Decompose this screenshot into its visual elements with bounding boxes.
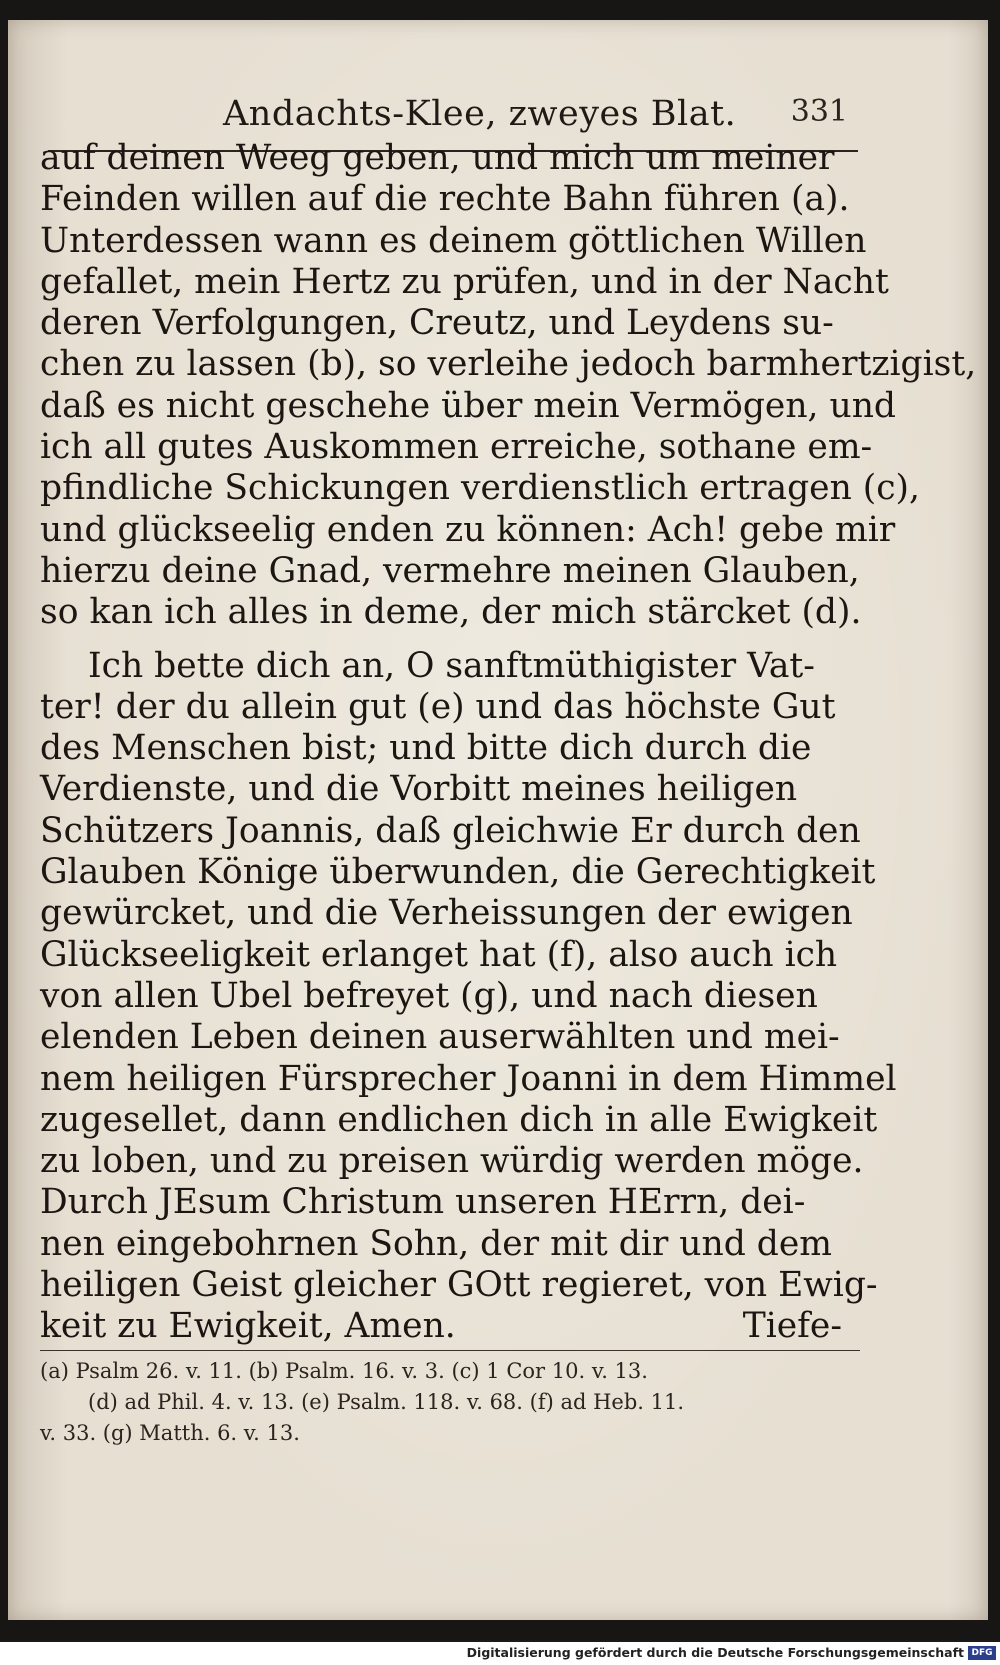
body-text: [40, 138, 977, 1348]
text-line: daß es nicht geschehe über mein Vermögen, und: [40, 385, 896, 426]
text-line: Feinden willen auf die rechte Bahn führen (a).: [40, 179, 850, 220]
text-line: von allen Ubel befreyet (g), und nach diesen: [40, 975, 818, 1016]
dfg-logo-icon: DFG: [968, 1646, 996, 1660]
text-line: auf deinen Weeg geben, und mich um meiner: [40, 138, 835, 178]
text-line: zugesellet, dann endlichen dich in alle Ewigkeit: [40, 1099, 878, 1140]
text-line: ich all gutes Auskommen erreiche, sothane em-: [40, 427, 873, 468]
catchword: Tiefe-: [742, 1306, 842, 1347]
text-line: und glückseelig enden zu können: Ach! gebe mir: [40, 509, 896, 550]
footnote-line: (a) Psalm 26. v. 11. (b) Psalm. 16. v. 3. (c) 1 Cor 10. v. 13.: [40, 1359, 648, 1383]
text-line: nen eingebohrnen Sohn, der mit dir und dem: [40, 1223, 832, 1264]
text-line: hierzu deine Gnad, vermehre meinen Glauben,: [40, 550, 860, 591]
text-line: Durch JEsum Christum unseren HErrn, dei-: [40, 1182, 806, 1223]
text-line: Glückseeligkeit erlanget hat (f), also auch ich: [40, 934, 838, 975]
text-line: zu loben, und zu preisen würdig werden möge.: [40, 1141, 864, 1182]
footnote-line: (d) ad Phil. 4. v. 13. (e) Psalm. 118. v. 68. (f) ad Heb. 11.: [88, 1390, 685, 1414]
text-line: nem heiligen Fürsprecher Joanni in dem Himmel: [40, 1058, 897, 1099]
credit-text: Digitalisierung gefördert durch die Deutsche Forschungsgemeinschaft: [466, 1645, 964, 1660]
text-line: des Menschen bist; und bitte dich durch die: [40, 728, 812, 769]
footnote-line: v. 33. (g) Matth. 6. v. 13.: [40, 1421, 300, 1445]
text-line: so kan ich alles in deme, der mich stärcket (d).: [40, 592, 862, 633]
paragraph-gap: [40, 634, 860, 646]
text-line: Schützers Joannis, daß gleichwie Er durch den: [40, 810, 861, 851]
text-line: ter! der du allein gut (e) und das höchste Gut: [40, 686, 836, 727]
text-line-last: [40, 1306, 860, 1347]
paragraph-1: [40, 138, 977, 634]
text-line: gewürcket, und die Verheissungen der ewigen: [40, 893, 853, 934]
text-line: heiligen Geist gleicher GOtt regieret, von Ewig-: [40, 1265, 878, 1306]
footnote-rule: [40, 1350, 860, 1351]
last-line-text: keit zu Ewigkeit, Amen.: [40, 1306, 456, 1347]
paragraph-2: [40, 645, 897, 1348]
footnotes: [40, 1356, 860, 1449]
text-line: deren Verfolgungen, Creutz, und Leydens su-: [40, 303, 834, 344]
text-line: gefallet, mein Hertz zu prüfen, und in der Nacht: [40, 261, 889, 302]
text-line: Unterdessen wann es deinem göttlichen Willen: [40, 220, 867, 261]
text-line: Glauben Könige überwunden, die Gerechtigkeit: [40, 852, 876, 893]
text-line: Ich bette dich an, O sanftmüthigister Vat-: [88, 645, 815, 686]
text-line: chen zu lassen (b), so verleihe jedoch barmhertzigist,: [40, 344, 977, 385]
text-line: pfindliche Schickungen verdienstlich ertragen (c),: [40, 468, 920, 509]
text-line: elenden Leben deinen auserwählten und mei-: [40, 1017, 840, 1058]
text-line: Verdienste, und die Vorbitt meines heiligen: [40, 769, 798, 810]
page-number: 331: [790, 94, 848, 129]
digitization-credit-bar: [0, 1642, 1000, 1665]
running-title: Andachts-Klee, zweyes Blat.: [223, 94, 737, 134]
